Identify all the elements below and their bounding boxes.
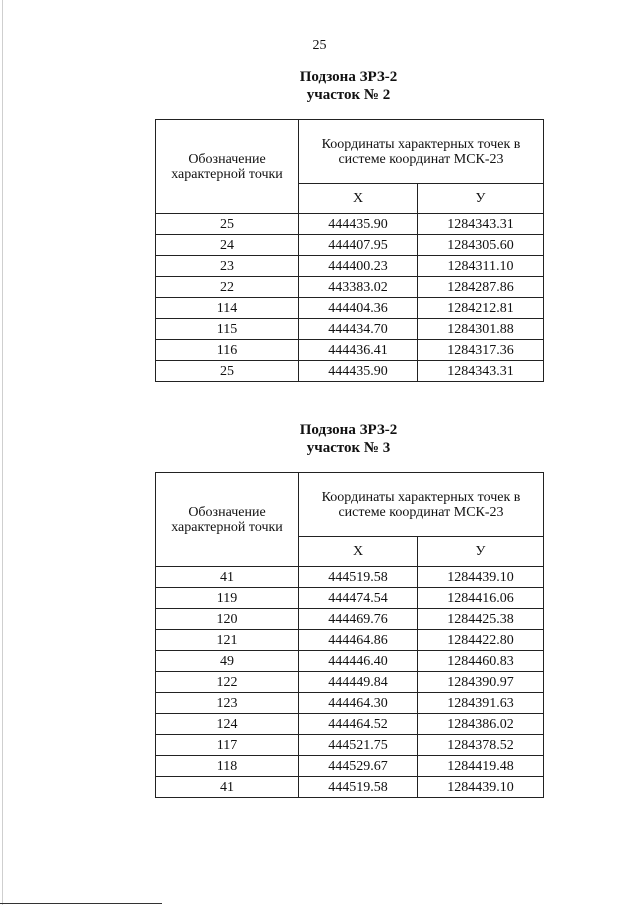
y-cell: 1284439.10 [418,777,544,798]
point-cell: 25 [156,214,299,235]
y-cell: 1284425.38 [418,609,544,630]
y-cell: 1284386.02 [418,714,544,735]
point-cell: 49 [156,651,299,672]
footer-rule [0,903,162,904]
y-cell: 1284343.31 [418,361,544,382]
section-heading [0,421,639,457]
table-row [156,277,544,298]
header-coordinates: Координаты характерных точек в системе координат МСК-23 [299,473,544,537]
section-subtitle: участок № 2 [306,87,391,103]
section-subtitle: участок № 3 [306,440,391,456]
point-cell: 118 [156,756,299,777]
y-cell: 1284439.10 [418,567,544,588]
y-cell: 1284390.97 [418,672,544,693]
point-cell: 115 [156,319,299,340]
y-cell: 1284419.48 [418,756,544,777]
x-cell: 444464.86 [299,630,418,651]
table-row [156,235,544,256]
x-cell: 444446.40 [299,651,418,672]
point-cell: 121 [156,630,299,651]
table-row [156,361,544,382]
x-cell: 444436.41 [299,340,418,361]
x-cell: 444521.75 [299,735,418,756]
table-row [156,735,544,756]
table-row [156,630,544,651]
table-row [156,588,544,609]
y-cell: 1284416.06 [418,588,544,609]
header-point-designation: Обозначение характерной точки [156,473,299,567]
point-cell: 120 [156,609,299,630]
point-cell: 114 [156,298,299,319]
point-cell: 122 [156,672,299,693]
x-cell: 444434.70 [299,319,418,340]
y-cell: 1284287.86 [418,277,544,298]
x-cell: 444464.52 [299,714,418,735]
coordinates-table [155,472,544,798]
y-cell: 1284317.36 [418,340,544,361]
x-cell: 443383.02 [299,277,418,298]
y-cell: 1284301.88 [418,319,544,340]
table-row [156,298,544,319]
coordinates-table [155,119,544,382]
x-cell: 444519.58 [299,567,418,588]
header-x: Х [299,537,418,567]
section-title: Подзона ЗРЗ-2 [299,422,398,438]
table-row [156,756,544,777]
x-cell: 444529.67 [299,756,418,777]
table-row [156,340,544,361]
point-cell: 41 [156,567,299,588]
table-row [156,651,544,672]
section-title: Подзона ЗРЗ-2 [299,69,398,85]
x-cell: 444474.54 [299,588,418,609]
x-cell: 444435.90 [299,361,418,382]
point-cell: 117 [156,735,299,756]
table-row [156,214,544,235]
x-cell: 444435.90 [299,214,418,235]
table-row [156,693,544,714]
table-row [156,609,544,630]
table-row [156,777,544,798]
header-y: У [418,537,544,567]
y-cell: 1284343.31 [418,214,544,235]
page-number: 25 [312,38,327,53]
point-cell: 119 [156,588,299,609]
y-cell: 1284422.80 [418,630,544,651]
point-cell: 22 [156,277,299,298]
section-heading [0,68,639,104]
point-cell: 123 [156,693,299,714]
x-cell: 444400.23 [299,256,418,277]
point-cell: 41 [156,777,299,798]
y-cell: 1284460.83 [418,651,544,672]
x-cell: 444469.76 [299,609,418,630]
header-coordinates: Координаты характерных точек в системе координат МСК-23 [299,120,544,184]
y-cell: 1284378.52 [418,735,544,756]
table-row [156,567,544,588]
x-cell: 444464.30 [299,693,418,714]
x-cell: 444449.84 [299,672,418,693]
header-y: У [418,184,544,214]
header-point-designation: Обозначение характерной точки [156,120,299,214]
point-cell: 24 [156,235,299,256]
point-cell: 124 [156,714,299,735]
table-row [156,672,544,693]
table-row [156,319,544,340]
x-cell: 444407.95 [299,235,418,256]
header-x: Х [299,184,418,214]
point-cell: 23 [156,256,299,277]
table-row [156,256,544,277]
y-cell: 1284305.60 [418,235,544,256]
table-row [156,714,544,735]
x-cell: 444519.58 [299,777,418,798]
y-cell: 1284212.81 [418,298,544,319]
y-cell: 1284391.63 [418,693,544,714]
x-cell: 444404.36 [299,298,418,319]
point-cell: 25 [156,361,299,382]
y-cell: 1284311.10 [418,256,544,277]
point-cell: 116 [156,340,299,361]
